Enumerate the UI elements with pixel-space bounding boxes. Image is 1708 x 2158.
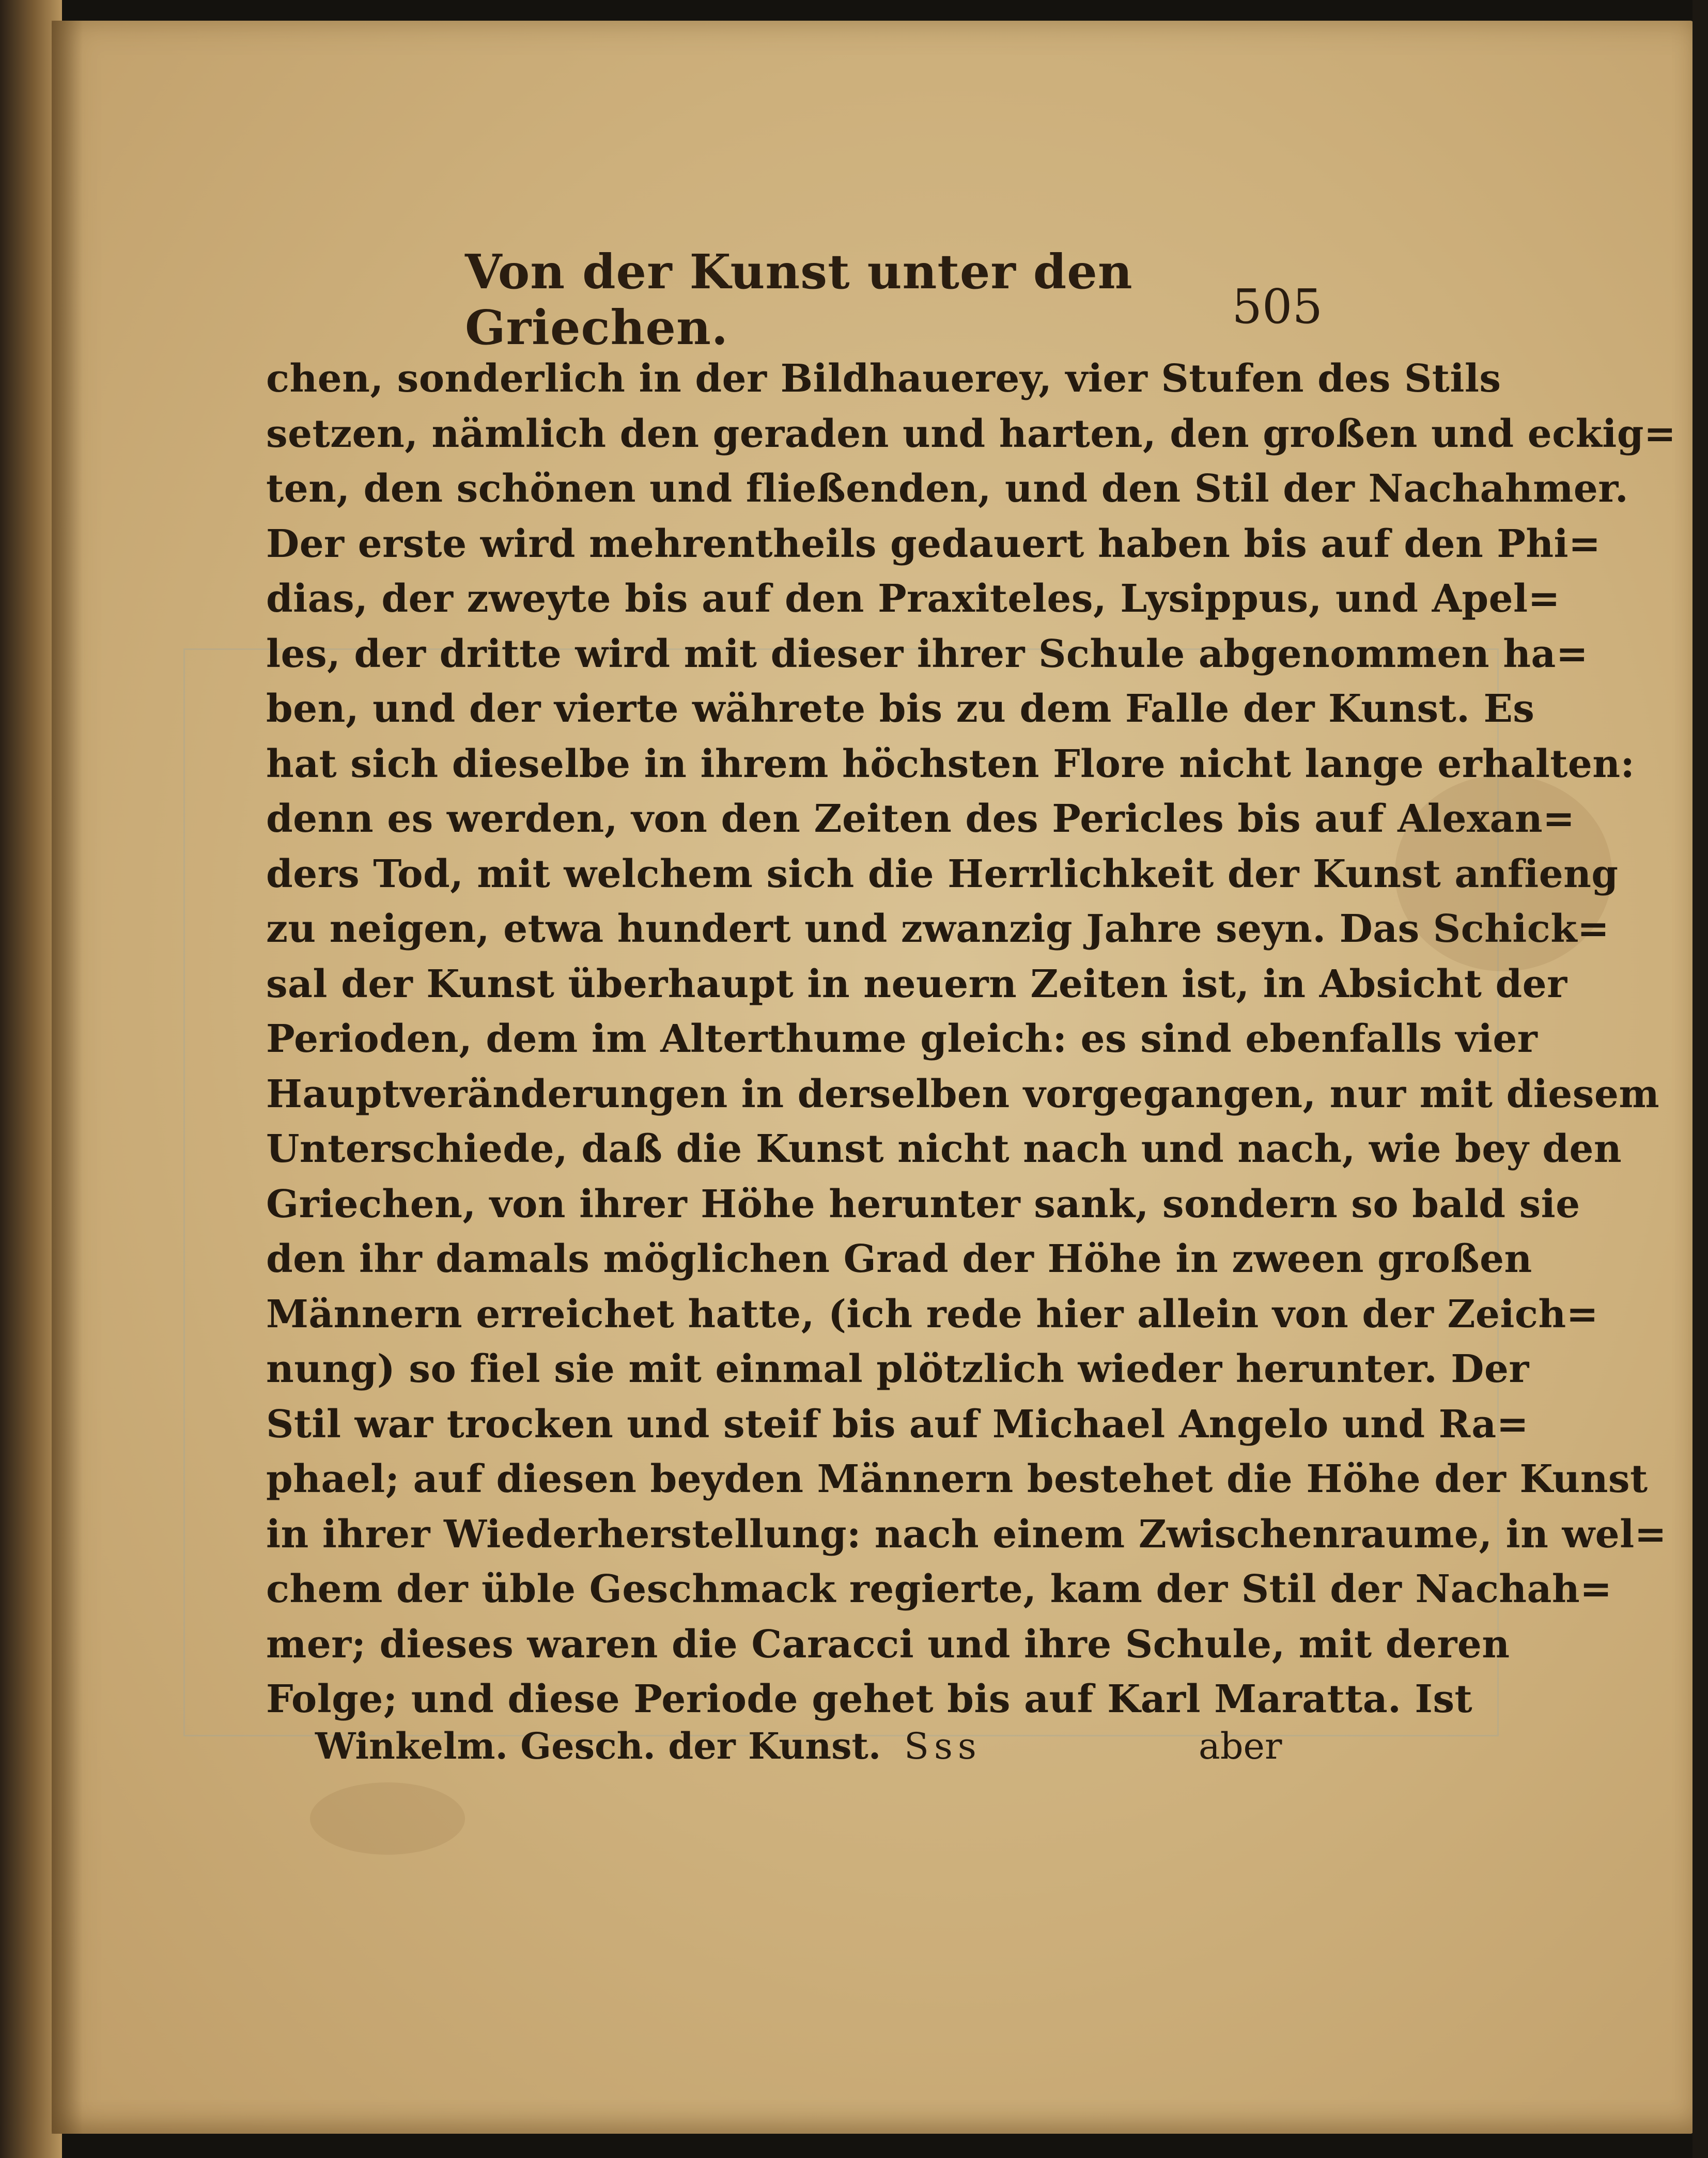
text-line: denn es werden, von den Zeiten des Pericles bis auf Alexan= [266, 797, 1575, 841]
text-line: Folge; und diese Periode gehet bis auf Karl Maratta. Ist [266, 1677, 1473, 1721]
paper-stain [310, 1782, 465, 1855]
text-line: les, der dritte wird mit dieser ihrer Schule abgenommen ha= [266, 631, 1589, 676]
text-line: Stil war trocken und steif bis auf Michael Angelo und Ra= [266, 1402, 1529, 1447]
page-gutter-shadow [52, 21, 83, 2134]
page-number: 505 [1232, 279, 1323, 334]
text-line: Hauptveränderungen in derselben vorgegangen, nur mit diesem [266, 1072, 1660, 1116]
text-line: Männern erreichet hatte, (ich rede hier allein von der Zeich= [266, 1292, 1598, 1337]
text-line: chen, sonderlich in der Bildhauerey, vier Stufen des Stils [266, 356, 1501, 401]
text-line: hat sich dieselbe in ihrem höchsten Flore nicht lange erhalten: [266, 741, 1635, 786]
running-head: Von der Kunst unter den Griechen. [465, 244, 1133, 355]
signature-mark: Sss [904, 1725, 982, 1767]
scan-right-border [1693, 0, 1708, 2158]
text-line: Unterschiede, daß die Kunst nicht nach und nach, wie bey den [266, 1127, 1622, 1171]
text-line: Griechen, von ihrer Höhe herunter sank, sondern so bald sie [266, 1182, 1580, 1227]
text-line: nung) so fiel sie mit einmal plötzlich wieder herunter. Der [266, 1347, 1529, 1391]
text-line: dias, der zweyte bis auf den Praxiteles, Lysippus, und Apel= [266, 577, 1560, 621]
text-line: Perioden, dem im Alterthume gleich: es sind ebenfalls vier [266, 1017, 1538, 1061]
text-line: phael; auf diesen beyden Männern bestehet die Höhe der Kunst [266, 1457, 1648, 1501]
text-line: den ihr damals möglichen Grad der Höhe in zween großen [266, 1237, 1532, 1281]
text-line: ben, und der vierte währete bis zu dem Falle der Kunst. Es [266, 687, 1535, 731]
text-line: zu neigen, etwa hundert und zwanzig Jahre seyn. Das Schick= [266, 907, 1610, 951]
text-line: mer; dieses waren die Caracci und ihre Schule, mit deren [266, 1622, 1510, 1667]
text-line: Der erste wird mehrentheils gedauert haben bis auf den Phi= [266, 521, 1601, 566]
text-line: in ihrer Wiederherstellung: nach einem Zwischenraume, in wel= [266, 1512, 1667, 1557]
text-line: setzen, nämlich den geraden und harten, den großen und eckig= [266, 411, 1676, 456]
text-line: chem der üble Geschmack regierte, kam der Stil der Nachah= [266, 1567, 1612, 1611]
signature-line: Winkelm. Gesch. der Kunst. [315, 1725, 881, 1767]
text-line: ten, den schönen und fließenden, und den Stil der Nachahmer. [266, 467, 1629, 511]
body-text [266, 351, 1676, 1727]
text-line: sal der Kunst überhaupt in neuern Zeiten ist, in Absicht der [266, 961, 1567, 1006]
catchword: aber [1199, 1725, 1282, 1767]
text-line: ders Tod, mit welchem sich die Herrlichkeit der Kunst anfieng [266, 851, 1619, 896]
